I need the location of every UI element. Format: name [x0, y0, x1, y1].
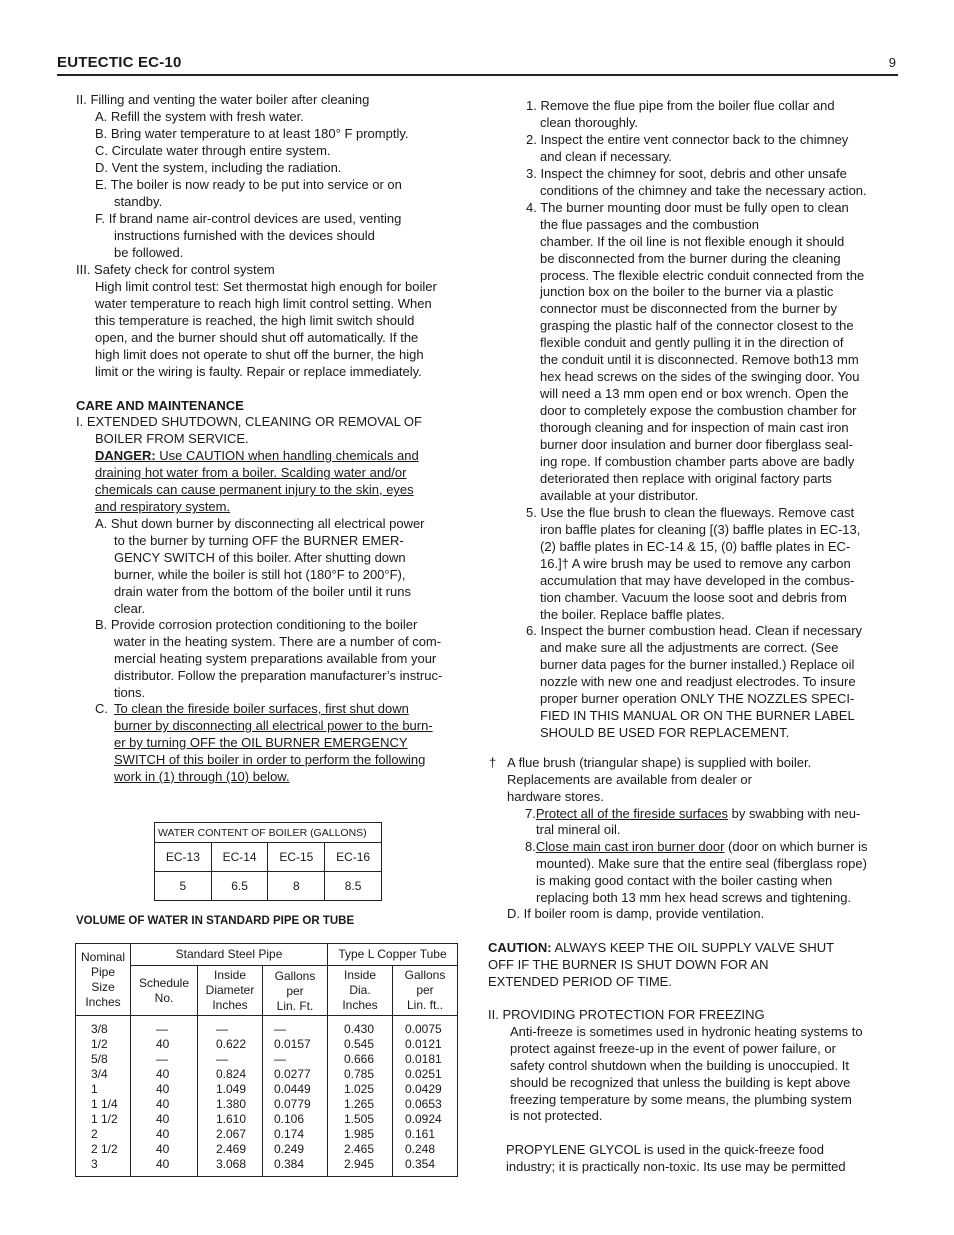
table-cell: 0.0277	[274, 1067, 311, 1081]
list-item: A. Shut down burner by disconnecting all electrical power	[95, 516, 425, 531]
numbered-item: 1. Remove the flue pipe from the boiler flue collar and	[526, 98, 835, 113]
table-header: EC-16	[325, 843, 382, 872]
table-cell: 40	[156, 1142, 170, 1156]
numbered-item-cont: and make sure all the adjustments are correct. (See	[540, 640, 839, 656]
table-cell: 40	[156, 1037, 170, 1051]
numbered-item-cont: connector must be disconnected from the burner by	[540, 301, 837, 317]
table-cell: 2.067	[216, 1127, 247, 1141]
table-cell: 1.049	[216, 1082, 247, 1096]
page-number: 9	[888, 55, 896, 70]
numbered-item-cont: be disconnected from the burner during the cleaning	[540, 250, 841, 266]
numbered-item-cont: burner door insulation and burner door fiberglass seal-	[540, 437, 853, 452]
list-item: er by turning OFF the OIL BURNER EMERGENCY	[114, 735, 408, 750]
numbered-item-cont: junction box on the boiler to the burner via a plastic	[540, 284, 834, 300]
numbered-item-cont: nozzle with new one and readjust electrodes. To insure	[540, 674, 856, 690]
item-8-cont: mounted). Make sure that the entire seal (fiberglass rope)	[536, 856, 867, 871]
table-cell: 2.469	[216, 1142, 247, 1156]
table-cell: 0.384	[274, 1157, 305, 1171]
table-cell: 5	[155, 872, 212, 901]
paragraph-line: limit or the wiring is faulty. Repair or replace immediately.	[95, 364, 422, 379]
column-gallons-copper	[393, 1016, 458, 1177]
paragraph-line: open, and the burner should shut off automatically. If the	[95, 330, 419, 345]
table-cell: 0.0779	[274, 1097, 311, 1111]
table-cell: 0.0429	[405, 1082, 442, 1096]
table-cell: 1.025	[344, 1082, 375, 1096]
list-item: distributor. Follow the preparation manufacturer’s instruc-	[114, 668, 443, 683]
paragraph-line: High limit control test: Set thermostat high enough for boiler	[95, 279, 437, 294]
numbered-item-cont: tion chamber. Vacuum the loose soot and debris from	[540, 589, 847, 605]
numbered-item: 4. The burner mounting door must be fully open to clean	[526, 199, 849, 215]
table-cell: 0.622	[216, 1037, 247, 1051]
column-gallons-steel	[263, 1016, 328, 1177]
list-item: To clean the fireside boiler surfaces, first shut down	[114, 701, 409, 716]
numbered-item-cont: door to completely expose the combustion chamber for	[540, 403, 857, 419]
danger-text: chemicals can cause permanent injury to the skin, eyes	[95, 482, 414, 497]
numbered-item-cont: ing rope. If combustion chamber parts above are badly	[540, 453, 855, 469]
danger-line	[95, 448, 419, 463]
list-item: standby.	[114, 194, 163, 209]
table-cell: 2	[91, 1127, 98, 1141]
table-cell: 0.0157	[274, 1037, 311, 1051]
caution-label: CAUTION:	[488, 940, 552, 955]
numbered-item: 6. Inspect the burner combustion head. Clean if necessary	[526, 623, 863, 639]
freezing-heading: II. PROVIDING PROTECTION FOR FREEZING	[488, 1007, 765, 1022]
item-8: 8.Close main cast iron burner door (door on which burner is	[525, 839, 868, 854]
document-title: EUTECTIC EC-10	[57, 54, 182, 71]
table-cell: 1.265	[344, 1097, 375, 1111]
list-item: SWITCH of this boiler in order to perform the following	[114, 752, 426, 767]
numbered-item-cont: available at your distributor.	[540, 487, 699, 503]
numbered-item-cont: accumulation that may have developed in the combus-	[540, 572, 855, 588]
caution-text: OFF IF THE BURNER IS SHUT DOWN FOR AN	[488, 957, 769, 972]
list-item: C. Circulate water through entire system.	[95, 143, 331, 158]
numbered-item: 2. Inspect the entire vent connector back to the chimney	[526, 131, 849, 147]
numbered-item-cont: (2) baffle plates in EC-14 & 15, (0) baffle plates in EC-	[540, 538, 851, 554]
table-cell: 1.505	[344, 1112, 375, 1126]
table-cell: 1/2	[91, 1037, 108, 1051]
column-inside-diameter	[198, 1016, 263, 1177]
table-cell: 2 1/2	[91, 1142, 118, 1156]
numbered-item-cont: chamber. If the oil line is not flexible enough it should	[540, 233, 845, 249]
paragraph-line: this temperature is reached, the high limit switch should	[95, 313, 415, 328]
numbered-item-cont: deteriorated then replace with original factory parts	[540, 470, 832, 486]
table-cell: —	[156, 1052, 168, 1066]
item-d: D. If boiler room is damp, provide ventilation.	[507, 906, 765, 921]
volume-table	[75, 943, 458, 1177]
table-caption: WATER CONTENT OF BOILER (GALLONS)	[155, 823, 382, 843]
list-item: burner, while the boiler is still hot (180°F to 200°F),	[114, 567, 406, 582]
table-cell: —	[216, 1022, 228, 1036]
list-item: B. Bring water temperature to at least 180° F promptly.	[95, 126, 409, 141]
paragraph-line: should be recognized that unless the building is kept above	[510, 1075, 851, 1090]
table-cell: 2.465	[344, 1142, 375, 1156]
list-item: B. Provide corrosion protection conditioning to the boiler	[95, 617, 418, 632]
table-cell: 0.824	[216, 1067, 247, 1081]
list-item: A. Refill the system with fresh water.	[95, 109, 304, 124]
numbered-item-cont: iron baffle plates for cleaning [(3) baffle plates in EC-13,	[540, 521, 861, 537]
table-cell: 0.161	[405, 1127, 436, 1141]
table-header: EC-13	[155, 843, 212, 872]
note-line: hardware stores.	[507, 789, 604, 804]
table-cell: 8.5	[325, 872, 382, 901]
numbered-item-cont: proper burner operation ONLY THE NOZZLES SPECI-	[540, 691, 855, 707]
numbered-item: 5. Use the flue brush to clean the flueways. Remove cast	[526, 504, 855, 520]
list-item: to the burner by turning OFF the BURNER EMER-	[114, 533, 404, 548]
list-item: burner by disconnecting all electrical power to the burn-	[114, 718, 433, 733]
table-cell: 3.068	[216, 1157, 247, 1171]
paragraph-line: freezing temperature by some means, the plumbing system	[510, 1092, 852, 1107]
item-7-cont: tral mineral oil.	[536, 822, 621, 837]
caution-text: EXTENDED PERIOD OF TIME.	[488, 974, 672, 989]
paragraph-line: water temperature to reach high limit control setting. When	[95, 296, 432, 311]
table-cell: 0.0449	[274, 1082, 311, 1096]
table-cell: —	[274, 1022, 286, 1036]
paragraph-line: high limit does not operate to shut off the burner, the high	[95, 347, 424, 362]
table-cell: 40	[156, 1112, 170, 1126]
group-header-copper: Type L Copper Tube	[328, 944, 458, 966]
paragraph-line: safety control shutdown when the building is unoccupied. It	[510, 1058, 849, 1073]
list-item: D. Vent the system, including the radiation.	[95, 160, 342, 175]
table-cell: 1 1/4	[91, 1097, 118, 1111]
table-cell: —	[156, 1022, 168, 1036]
paragraph-line: Anti-freeze is sometimes used in hydronic heating systems to	[510, 1024, 863, 1039]
table-cell: 40	[156, 1157, 170, 1171]
dagger-mark: †	[489, 755, 497, 770]
table-cell: 40	[156, 1097, 170, 1111]
numbered-item-cont: will need a 13 mm open end or box wrench. Open the	[540, 386, 849, 402]
list-item: mercial heating system preparations available from your	[114, 651, 437, 666]
table-cell: —	[274, 1052, 286, 1066]
table-cell: 0.0181	[405, 1052, 442, 1066]
danger-text: draining hot water from a boiler. Scalding water and/or	[95, 465, 407, 480]
list-item: GENCY SWITCH of this boiler. After shutting down	[114, 550, 406, 565]
numbered-item: 3. Inspect the chimney for soot, debris and other unsafe	[526, 165, 847, 181]
item-7: 7.Protect all of the fireside surfaces by swabbing with neu-	[525, 806, 861, 821]
numbered-item-cont: flexible conduit and gently pulling it in the direction of	[540, 335, 844, 351]
section-ii-heading: II. Filling and venting the water boiler after cleaning	[76, 92, 370, 107]
table-cell: 3/4	[91, 1067, 108, 1081]
table-cell: 0.0251	[405, 1067, 442, 1081]
column-header-nominal: Nominal Pipe Size Inches	[76, 944, 131, 1016]
table-cell: 0.0924	[405, 1112, 442, 1126]
table-cell: 0.249	[274, 1142, 305, 1156]
table-cell: 0.0121	[405, 1037, 442, 1051]
list-item: F. If brand name air-control devices are used, venting	[95, 211, 402, 226]
caution-line: CAUTION: ALWAYS KEEP THE OIL SUPPLY VALVE SHUT	[488, 940, 835, 955]
table-cell: 3/8	[91, 1022, 108, 1036]
care-heading: CARE AND MAINTENANCE	[76, 398, 244, 413]
numbered-item-cont: FIED IN THIS MANUAL OR ON THE BURNER LABEL	[540, 708, 855, 724]
numbered-item-cont: 16.]† A wire brush may be used to remove any carbon	[540, 555, 851, 571]
table-cell: 0.106	[274, 1112, 305, 1126]
list-item: work in (1) through (10) below.	[114, 769, 290, 784]
table-cell: 0.248	[405, 1142, 436, 1156]
table-cell: 1.610	[216, 1112, 247, 1126]
numbered-item-cont: conditions of the chimney and take the necessary action.	[540, 182, 867, 198]
column-header-gallons-copper: Gallons per Lin. ft..	[393, 966, 458, 1016]
paragraph-line: PROPYLENE GLYCOL is used in the quick-freeze food	[506, 1142, 824, 1157]
group-header-steel: Standard Steel Pipe	[131, 944, 328, 966]
list-item: tions.	[114, 685, 146, 700]
table-cell: 40	[156, 1067, 170, 1081]
table-cell: 1 1/2	[91, 1112, 118, 1126]
table-cell: 0.545	[344, 1037, 375, 1051]
column-nominal	[76, 1016, 131, 1177]
table-cell: 0.0075	[405, 1022, 442, 1036]
numbered-item-cont: process. The flexible electric conduit connected from the	[540, 267, 865, 283]
column-inside-dia-copper	[328, 1016, 393, 1177]
table-cell: 1.380	[216, 1097, 247, 1111]
column-schedule	[131, 1016, 198, 1177]
table-cell: 2.945	[344, 1157, 375, 1171]
paragraph-line: industry; it is practically non-toxic. Its use may be permitted	[506, 1159, 846, 1174]
danger-text: Use CAUTION when handling chemicals and	[155, 448, 419, 463]
numbered-item-cont: SHOULD BE USED FOR REPLACEMENT.	[540, 725, 790, 741]
column-header-schedule: Schedule No.	[131, 966, 198, 1016]
numbered-item-cont: the boiler. Replace baffle plates.	[540, 606, 725, 622]
table-cell: 3	[91, 1157, 98, 1171]
numbered-item-cont: the flue passages and the combustion	[540, 216, 759, 232]
table-cell: 1	[91, 1082, 98, 1096]
volume-table-title: VOLUME OF WATER IN STANDARD PIPE OR TUBE	[76, 915, 355, 927]
column-header-inside-diameter: Inside Diameter Inches	[198, 966, 263, 1016]
table-cell: 5/8	[91, 1052, 108, 1066]
list-marker: C.	[95, 701, 108, 716]
table-cell: 8	[268, 872, 325, 901]
note-line: A flue brush (triangular shape) is supplied with boiler.	[507, 755, 812, 770]
table-cell: 0.785	[344, 1067, 375, 1081]
table-header: EC-15	[268, 843, 325, 872]
table-cell: 40	[156, 1082, 170, 1096]
item-8-cont: is making good contact with the boiler casting when	[536, 873, 833, 888]
numbered-item-cont: hex head screws on the sides of the swinging door. You	[540, 369, 860, 385]
table-cell: 0.354	[405, 1157, 436, 1171]
table-cell: 0.666	[344, 1052, 375, 1066]
table-cell: 6.5	[211, 872, 268, 901]
water-content-table	[154, 822, 382, 901]
table-cell: 1.985	[344, 1127, 375, 1141]
numbered-item-cont: thorough cleaning and for inspection of main cast iron	[540, 420, 849, 436]
table-cell: 0.0653	[405, 1097, 442, 1111]
column-header-gallons-steel: Gallons per Lin. Ft.	[263, 966, 328, 1016]
list-item: instructions furnished with the devices should	[114, 228, 375, 243]
numbered-item-cont: the conduit until it is disconnected. Remove both13 mm	[540, 352, 859, 368]
paragraph-line: protect against freeze-up in the event of power failure, or	[510, 1041, 836, 1056]
section-i-heading: BOILER FROM SERVICE.	[95, 431, 249, 446]
note-line: Replacements are available from dealer or	[507, 772, 752, 787]
table-cell: —	[216, 1052, 228, 1066]
list-item: drain water from the bottom of the boiler until it runs	[114, 584, 411, 599]
list-item: water in the heating system. There are a number of com-	[114, 634, 442, 649]
paragraph-line: is not protected.	[510, 1108, 603, 1123]
item-8-cont: replacing both 13 mm hex head screws and tightening.	[536, 890, 852, 905]
section-i-heading: I. EXTENDED SHUTDOWN, CLEANING OR REMOVAL OF	[76, 414, 422, 429]
numbered-item-cont: and clean if necessary.	[540, 148, 672, 164]
list-item: clear.	[114, 601, 146, 616]
table-cell: 0.174	[274, 1127, 305, 1141]
numbered-item-cont: grasping the plastic half of the connector closest to the	[540, 318, 854, 334]
table-header: EC-14	[211, 843, 268, 872]
table-cell: 0.430	[344, 1022, 375, 1036]
numbered-item-cont: clean thoroughly.	[540, 114, 639, 130]
list-item: be followed.	[114, 245, 184, 260]
danger-label: DANGER:	[95, 448, 156, 463]
page-header	[57, 54, 898, 76]
table-cell: 40	[156, 1127, 170, 1141]
section-iii-heading: III. Safety check for control system	[76, 262, 275, 277]
list-item: E. The boiler is now ready to be put into service or on	[95, 177, 402, 192]
numbered-item-cont: burner data pages for the burner installed.) Replace oil	[540, 657, 855, 673]
column-header-inside-dia-copper: Inside Dia. Inches	[328, 966, 393, 1016]
danger-text: and respiratory system.	[95, 499, 231, 514]
